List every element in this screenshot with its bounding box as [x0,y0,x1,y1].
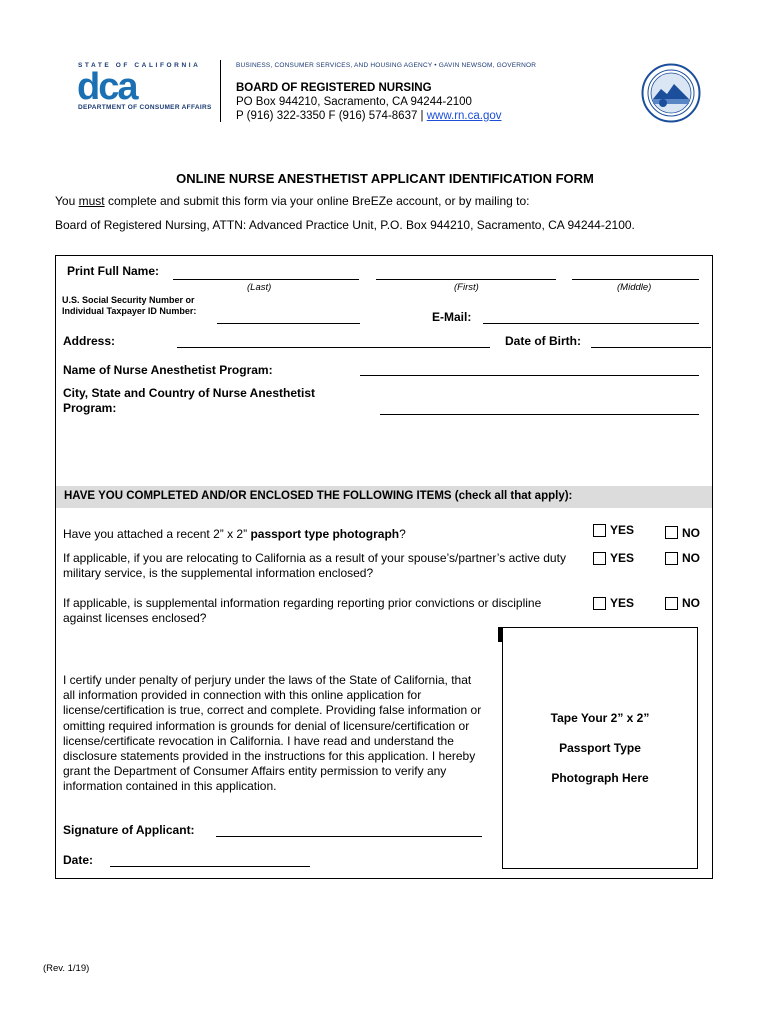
date-field[interactable] [110,866,310,867]
mailing-address: Board of Registered Nursing, ATTN: Advanced Practice Unit, P.O. Box 944210, Sacramento, CA 94244-2100. [55,218,635,232]
website-link[interactable]: www.rn.ca.gov [426,110,502,122]
email-field[interactable] [483,323,699,324]
california-seal-icon [641,63,701,123]
header-divider [220,60,221,122]
form-title: ONLINE NURSE ANESTHETIST APPLICANT IDENTIFICATION FORM [176,171,594,186]
certification-statement: I certify under penalty of perjury under the laws of the State of California, that all information provided in connection with this online application for license/certification is true, correct and complete. Providing false information or omitting required information is grounds for denial of licensure/certification or license/certificate revocation in California. I have read and understand the disclosure statements provided in the instructions for this application. I hereby grant the Department of Consumer Affairs entity permission to verify any information contained in this application. [63,673,482,794]
board-contact [236,110,502,122]
first-name-field[interactable] [376,279,556,280]
signature-field[interactable] [216,836,482,837]
board-name: BOARD OF REGISTERED NURSING [236,82,432,94]
q2-no-label: NO [682,551,700,565]
program-location-label-line1: City, State and Country of Nurse Anesthetist [63,386,316,400]
program-name-label: Name of Nurse Anesthetist Program: [63,363,273,377]
question-convictions: If applicable, is supplemental information regarding reporting prior convictions or discipline against licenses enclosed? [63,596,542,625]
agency-line: BUSINESS, CONSUMER SERVICES, AND HOUSING AGENCY • GAVIN NEWSOM, GOVERNOR [236,62,537,69]
checklist-heading: HAVE YOU COMPLETED AND/OR ENCLOSED THE FOLLOWING ITEMS (check all that apply): [64,490,573,502]
ssn-label-line1: U.S. Social Security Number or [62,295,195,305]
date-label: Date: [63,853,94,867]
middle-name-field[interactable] [572,279,699,280]
q1-no-checkbox[interactable] [665,526,678,539]
board-address: PO Box 944210, Sacramento, CA 94244-2100 [236,96,472,108]
logo-state-text: STATE OF CALIFORNIA [78,62,201,69]
print-full-name-label: Print Full Name: [67,264,160,278]
ssn-label-line2: Individual Taxpayer ID Number: [62,306,197,316]
ssn-field[interactable] [217,323,360,324]
email-label: E-Mail: [432,310,472,324]
q2-yes-label: YES [610,551,635,565]
question-photo: Have you attached a recent 2” x 2” passport type photograph? [63,527,406,541]
revision-note: (Rev. 1/19) [43,963,90,974]
phone-fax: P (916) 322-3350 F (916) 574-8637 | [236,110,427,122]
dob-field[interactable] [591,347,711,348]
first-name-caption: (First) [454,282,479,293]
q3-yes-label: YES [610,596,635,610]
program-location-field[interactable] [380,414,699,415]
q3-no-label: NO [682,596,700,610]
q1-yes-checkbox[interactable] [593,524,606,537]
q3-no-checkbox[interactable] [665,597,678,610]
program-name-field[interactable] [360,375,699,376]
question-military: If applicable, if you are relocating to California as a result of your spouse’s/partner’s active duty military service, is the supplemental information enclosed? [63,551,566,580]
instructions: You must complete and submit this form via your online BreEZe account, or by mailing to: [55,194,530,208]
dob-label: Date of Birth: [505,334,581,348]
photo-instruction-line2: Passport Type [559,741,641,755]
address-field[interactable] [177,347,490,348]
program-location-label-line2: Program: [63,401,117,415]
address-label: Address: [63,334,116,348]
last-name-field[interactable] [173,279,359,280]
photo-instruction-line1: Tape Your 2” x 2” [550,711,650,725]
last-name-caption: (Last) [247,282,272,293]
q1-yes-label: YES [610,523,635,537]
q2-no-checkbox[interactable] [665,552,678,565]
signature-label: Signature of Applicant: [63,823,195,837]
dca-logo: dca [77,66,137,108]
logo-department-text: DEPARTMENT OF CONSUMER AFFAIRS [78,104,212,111]
photo-instruction-line3: Photograph Here [551,771,649,785]
q1-no-label: NO [682,526,700,540]
middle-name-caption: (Middle) [617,282,652,293]
q3-yes-checkbox[interactable] [593,597,606,610]
q2-yes-checkbox[interactable] [593,552,606,565]
